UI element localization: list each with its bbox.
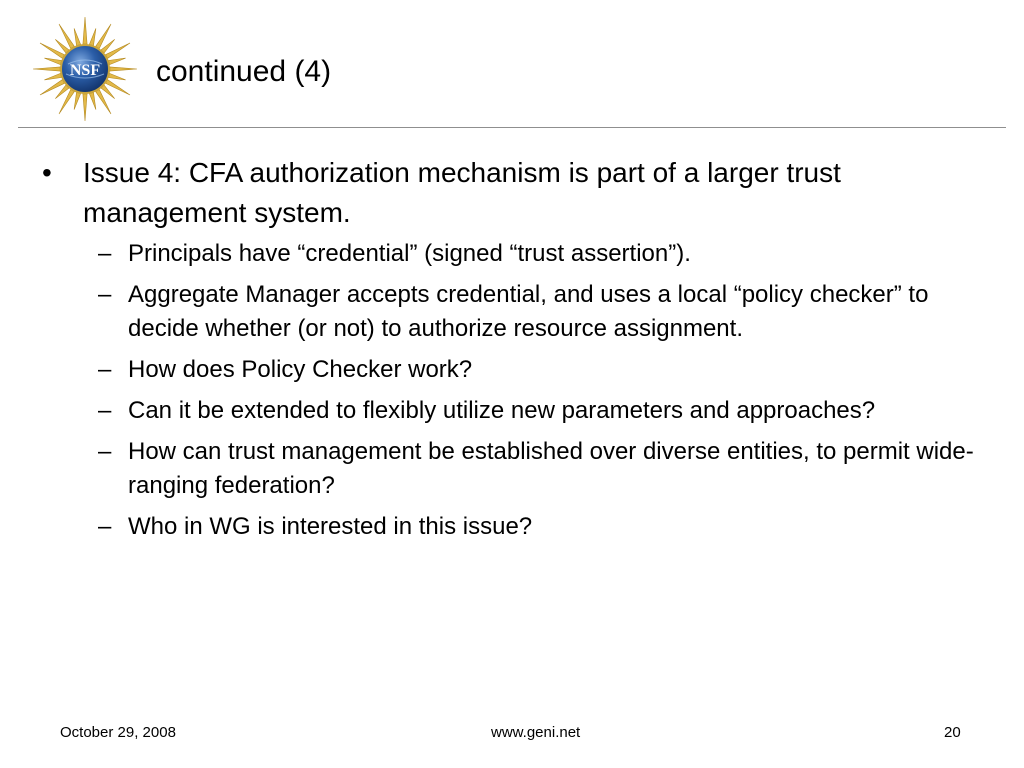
- logo-ray: [89, 28, 96, 45]
- sub-bullet: [98, 435, 982, 503]
- sub-bullet-dash: –: [98, 281, 112, 308]
- sub-bullet-text: How does Policy Checker work?: [128, 356, 473, 383]
- logo-ray: [74, 93, 81, 110]
- sub-bullet-text: How can trust management be established over diverse entities, to permit wide-ranging federation?: [128, 438, 974, 499]
- sub-bullet: [98, 237, 982, 271]
- nsf-logo: [30, 14, 140, 124]
- sub-bullet-dash: –: [98, 397, 112, 424]
- logo-text: NSF: [69, 62, 101, 79]
- logo-ray: [101, 39, 115, 53]
- sub-bullet-list: [98, 237, 982, 544]
- sub-bullet-text: Who in WG is interested in this issue?: [128, 513, 533, 540]
- logo-ray: [55, 85, 69, 99]
- logo-ray: [44, 73, 61, 80]
- slide-content: [42, 153, 982, 551]
- sub-bullet-dash: –: [98, 240, 112, 267]
- sub-bullet: [98, 394, 982, 428]
- title-divider: [18, 127, 1006, 128]
- sub-bullet-dash: –: [98, 513, 112, 540]
- logo-ray: [89, 93, 96, 110]
- logo-ray: [110, 67, 137, 71]
- logo-ray: [74, 28, 81, 45]
- sub-bullet: [98, 353, 982, 387]
- logo-ray: [83, 94, 87, 121]
- main-bullet-text: Issue 4: CFA authorization mechanism is part of a larger trust management system.: [83, 157, 841, 228]
- sub-bullet: [98, 278, 982, 346]
- footer-date: October 29, 2008: [60, 724, 176, 741]
- footer-page-number: 20: [944, 724, 961, 741]
- sub-bullet: [98, 510, 982, 544]
- sub-bullet-dash: –: [98, 438, 112, 465]
- footer-url: www.geni.net: [491, 724, 581, 741]
- logo-ray: [55, 39, 69, 53]
- sub-bullet-text: Can it be extended to flexibly utilize new parameters and approaches?: [128, 397, 876, 424]
- logo-ray: [33, 67, 60, 71]
- logo-ray: [101, 85, 115, 99]
- sub-bullet-text: Aggregate Manager accepts credential, and uses a local “policy checker” to decide whether (or not) to authorize resource assignment.: [128, 281, 929, 342]
- logo-ray: [109, 58, 126, 65]
- main-bullet: [42, 153, 982, 233]
- logo-ray: [83, 17, 87, 44]
- slide-title: continued (4): [156, 55, 332, 88]
- logo-ray: [44, 58, 61, 65]
- sub-bullet-text: Principals have “credential” (signed “trust assertion”).: [128, 240, 691, 267]
- logo-ray: [109, 73, 126, 80]
- bullet-dot: •: [42, 157, 52, 188]
- sub-bullet-dash: –: [98, 356, 112, 383]
